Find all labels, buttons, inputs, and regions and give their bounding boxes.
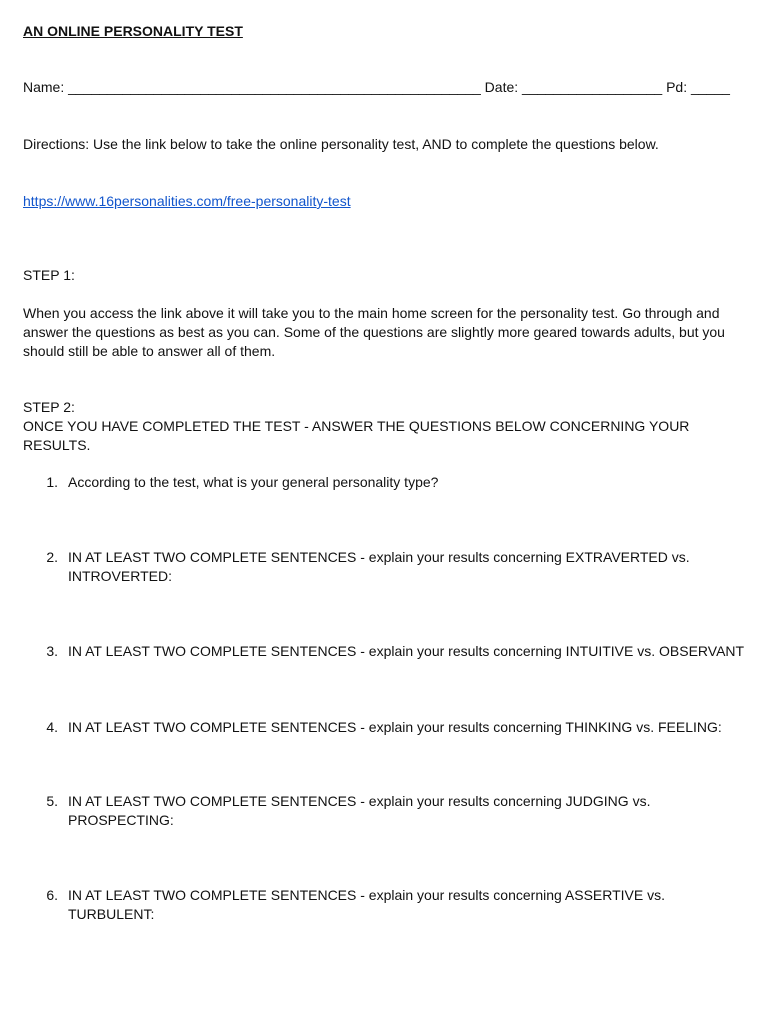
question-number: 4. [46,719,58,735]
question-text: IN AT LEAST TWO COMPLETE SENTENCES - explain your results concerning INTUITIVE vs. OBSERVANT [68,643,745,659]
name-date-period-line: Name: _____________________________________________________ Date: __________________ Pd: _____ [23,79,730,95]
step2-section [23,398,738,455]
question-text: IN AT LEAST TWO COMPLETE SENTENCES - explain your results concerning ASSERTIVE vs. TURBULENT: [68,887,666,922]
test-link[interactable]: https://www.16personalities.com/free-personality-test [23,193,351,209]
step1-body: When you access the link above it will take you to the main home screen for the personality test. Go through and answer the questions as best as you can. Some of the questions are slightly more geared towards adults, but you should still be able to answer all of them. [23,305,725,359]
question-number: 2. [46,549,58,565]
question-number: 5. [46,793,58,809]
directions-text: Directions: Use the link below to take the online personality test, AND to complete the questions below. [23,136,659,152]
question-text: IN AT LEAST TWO COMPLETE SENTENCES - explain your results concerning EXTRAVERTED vs. INTROVERTED: [68,549,690,584]
question-text: IN AT LEAST TWO COMPLETE SENTENCES - explain your results concerning JUDGING vs. PROSPECTING: [68,793,651,828]
question-text: According to the test, what is your general personality type? [68,474,439,490]
step2-heading: STEP 2: [23,399,75,415]
question-number: 6. [46,887,58,903]
document-title: AN ONLINE PERSONALITY TEST [23,23,243,39]
question-number: 3. [46,643,58,659]
step1-heading: STEP 1: [23,267,75,283]
question-number: 1. [46,474,58,490]
step2-body: ONCE YOU HAVE COMPLETED THE TEST - ANSWER THE QUESTIONS BELOW CONCERNING YOUR RESULTS. [23,418,690,453]
question-text: IN AT LEAST TWO COMPLETE SENTENCES - explain your results concerning THINKING vs. FEELING: [68,719,722,735]
